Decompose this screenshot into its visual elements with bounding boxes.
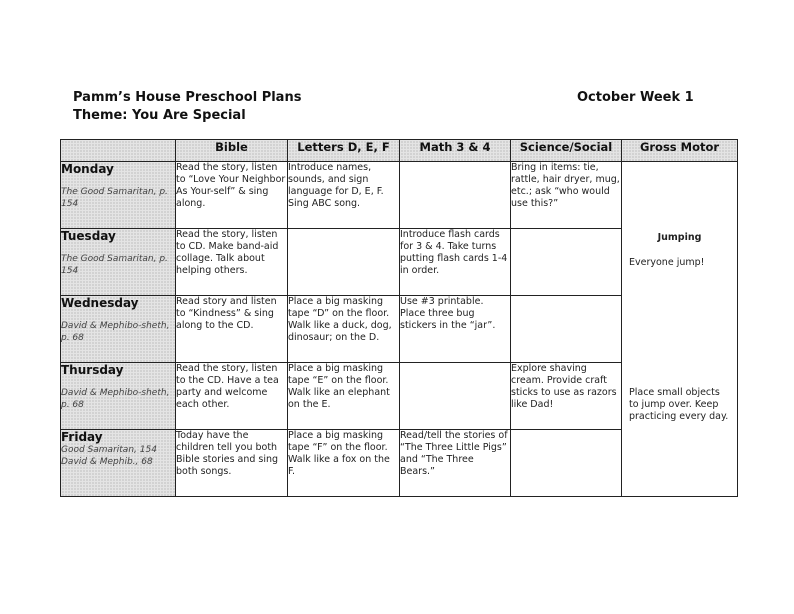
bible-cell: Read the story, listen to the CD. Have a tea party and welcome each other. xyxy=(176,363,288,430)
bible-cell: Today have the children tell you both Bible stories and sing both songs. xyxy=(176,430,288,497)
theme-heading: Theme: You Are Special xyxy=(73,108,246,123)
math-cell xyxy=(400,162,511,229)
corner-cell xyxy=(61,140,176,162)
day-reference-2: David & Mephib., 68 xyxy=(61,457,153,467)
day-reference: David & Mephibo-sheth, p. 68 xyxy=(61,321,170,343)
gross-motor-title: Jumping xyxy=(657,232,702,243)
day-reference: The Good Samaritan, p. 154 xyxy=(61,254,168,276)
day-name: Wednesday xyxy=(61,296,139,310)
day-name: Monday xyxy=(61,162,114,176)
day-cell-monday xyxy=(61,162,176,229)
day-cell-friday xyxy=(61,430,176,497)
day-name: Friday xyxy=(61,430,103,444)
bible-cell: Read story and listen to “Kindness” & sing along to the CD. xyxy=(176,296,288,363)
science-cell: Explore shaving cream. Provide craft sticks to use as razors like Dad! xyxy=(511,363,622,430)
bible-cell: Read the story, listen to CD. Make band-aid collage. Talk about helping others. xyxy=(176,229,288,296)
column-header-math: Math 3 & 4 xyxy=(400,140,511,162)
day-reference: Good Samaritan, 154 xyxy=(61,445,157,455)
column-header-gross-motor: Gross Motor xyxy=(622,140,738,162)
day-name: Thursday xyxy=(61,363,124,377)
gross-motor-activity: Place small objects to jump over. Keep practicing every day. xyxy=(629,387,729,422)
science-cell: Bring in items: tie, rattle, hair dryer, mug, etc.; ask “who would use this?” xyxy=(511,162,622,229)
week-label: October Week 1 xyxy=(577,90,694,105)
science-cell xyxy=(511,296,622,363)
header-row xyxy=(61,140,738,162)
bible-cell: Read the story, listen to “Love Your Neighbor As Your-self” & sing along. xyxy=(176,162,288,229)
letters-cell: Place a big masking tape “E” on the floor. Walk like an elephant on the E. xyxy=(288,363,400,430)
page-title: Pamm’s House Preschool Plans xyxy=(73,90,302,105)
math-cell: Use #3 printable. Place three bug stickers in the “jar”. xyxy=(400,296,511,363)
letters-cell xyxy=(288,229,400,296)
science-cell xyxy=(511,229,622,296)
letters-cell: Introduce names, sounds, and sign language for D, E, F. Sing ABC song. xyxy=(288,162,400,229)
column-header-letters: Letters D, E, F xyxy=(288,140,400,162)
day-cell-wednesday xyxy=(61,296,176,363)
day-cell-thursday xyxy=(61,363,176,430)
math-cell: Read/tell the stories of “The Three Little Pigs” and “The Three Bears.” xyxy=(400,430,511,497)
day-name: Tuesday xyxy=(61,229,116,243)
math-cell: Introduce flash cards for 3 & 4. Take turns putting flash cards 1-4 in order. xyxy=(400,229,511,296)
gross-motor-cell xyxy=(622,162,738,497)
day-reference: David & Mephibo-sheth, p. 68 xyxy=(61,388,170,410)
day-reference: The Good Samaritan, p. 154 xyxy=(61,187,168,209)
letters-cell: Place a big masking tape “D” on the floor. Walk like a duck, dog, dinosaur; on the D. xyxy=(288,296,400,363)
day-cell-tuesday xyxy=(61,229,176,296)
math-cell xyxy=(400,363,511,430)
column-header-bible: Bible xyxy=(176,140,288,162)
gross-motor-line: Everyone jump! xyxy=(629,257,705,268)
lesson-plan-table xyxy=(60,139,738,497)
science-cell xyxy=(511,430,622,497)
table-row xyxy=(61,162,738,229)
letters-cell: Place a big masking tape “F” on the floor. Walk like a fox on the F. xyxy=(288,430,400,497)
column-header-science: Science/Social xyxy=(511,140,622,162)
